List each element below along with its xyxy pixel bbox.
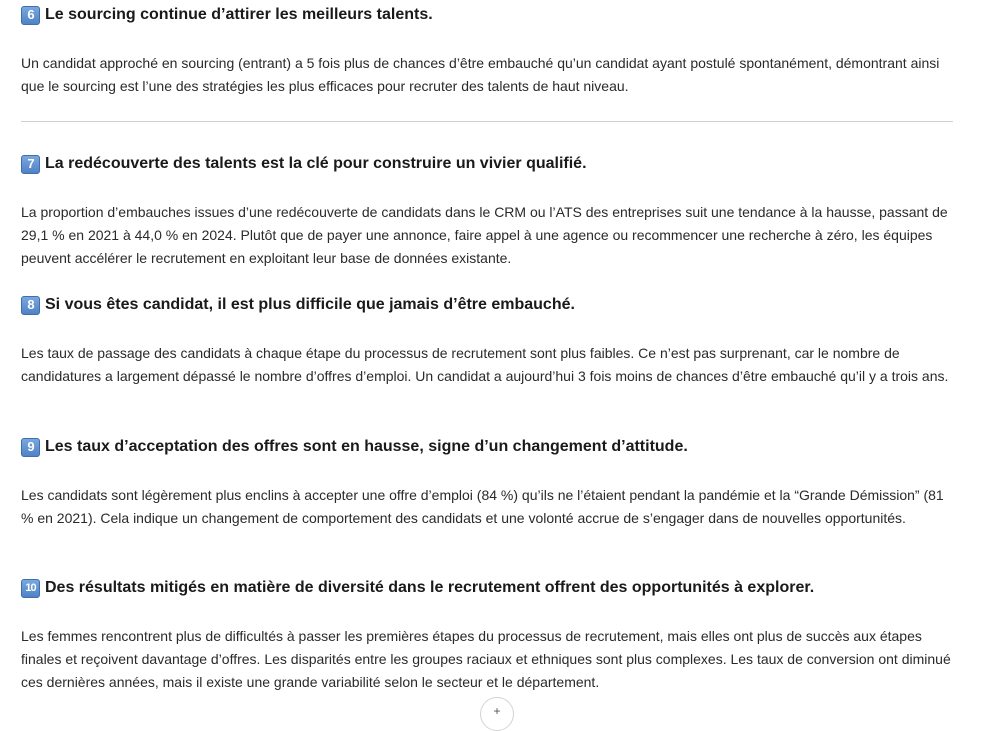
section-heading (21, 294, 955, 316)
section-body: Les candidats sont légèrement plus enclins à accepter une offre d’emploi (84 %) qu’ils ne l’étaient pendant la pandémie et la “Grande Démission” (81 % en 2021). Cela indique un changement de comportement des candidats et une volonté accrue de s’engager dans de nouvelles opportunités. (21, 487, 944, 526)
section-heading (21, 4, 955, 26)
keycap-10-icon: 10 (21, 579, 40, 598)
keycap-7-icon: 7 (21, 155, 40, 174)
section-title: Le sourcing continue d’attirer les meilleurs talents. (45, 6, 433, 23)
section-body: Les femmes rencontrent plus de difficultés à passer les premières étapes du processus de recrutement, mais elles ont plus de succès aux étapes finales et reçoivent davantage d’offres. Les disparités entre les groupes raciaux et ethniques sont plus complexes. Les taux de conversion ont diminué ces dernières années, mais il existe une grande variabilité selon le secteur et le département. (21, 628, 951, 690)
keycap-9-icon: 9 (21, 438, 40, 457)
plus-icon[interactable]: + (480, 697, 514, 731)
section-heading (21, 577, 955, 599)
keycap-6-icon: 6 (21, 6, 40, 25)
section-body: Un candidat approché en sourcing (entrant) a 5 fois plus de chances d’être embauché qu’un candidat ayant postulé spontanément, démontrant ainsi que le sourcing est l’une des stratégies les plus efficaces pour recruter des talents de haut niveau. (21, 55, 940, 94)
section-7 (21, 153, 955, 270)
section-body: La proportion d’embauches issues d’une redécouverte de candidats dans le CRM ou l’ATS des entreprises suit une tendance à la hausse, passant de 29,1 % en 2021 à 44,0 % en 2024. Plutôt que de payer une annonce, faire appel à une agence ou recommencer une recherche à zéro, les équipes peuvent accélérer le recrutement en exploitant leur base de données existante. (21, 204, 948, 266)
section-title: Les taux d’acceptation des offres sont en hausse, signe d’un changement d’attitude. (45, 438, 688, 455)
keycap-8-icon: 8 (21, 296, 40, 315)
section-9 (21, 436, 955, 530)
section-10 (21, 577, 955, 694)
section-8 (21, 294, 955, 388)
section-title: Si vous êtes candidat, il est plus difficile que jamais d’être embauché. (45, 296, 575, 313)
section-heading (21, 436, 955, 458)
section-body: Les taux de passage des candidats à chaque étape du processus de recrutement sont plus faibles. Ce n’est pas surprenant, car le nombre de candidatures a largement dépassé le nombre d’offres d’emploi. Un candidat a aujourd’hui 3 fois moins de chances d’être embauché qu’il y a trois ans. (21, 345, 949, 384)
section-heading (21, 153, 955, 175)
section-title: La redécouverte des talents est la clé pour construire un vivier qualifié. (45, 155, 587, 172)
section-title: Des résultats mitigés en matière de diversité dans le recrutement offrent des opportunités à explorer. (45, 579, 815, 596)
section-6 (21, 4, 955, 98)
divider (21, 121, 953, 122)
